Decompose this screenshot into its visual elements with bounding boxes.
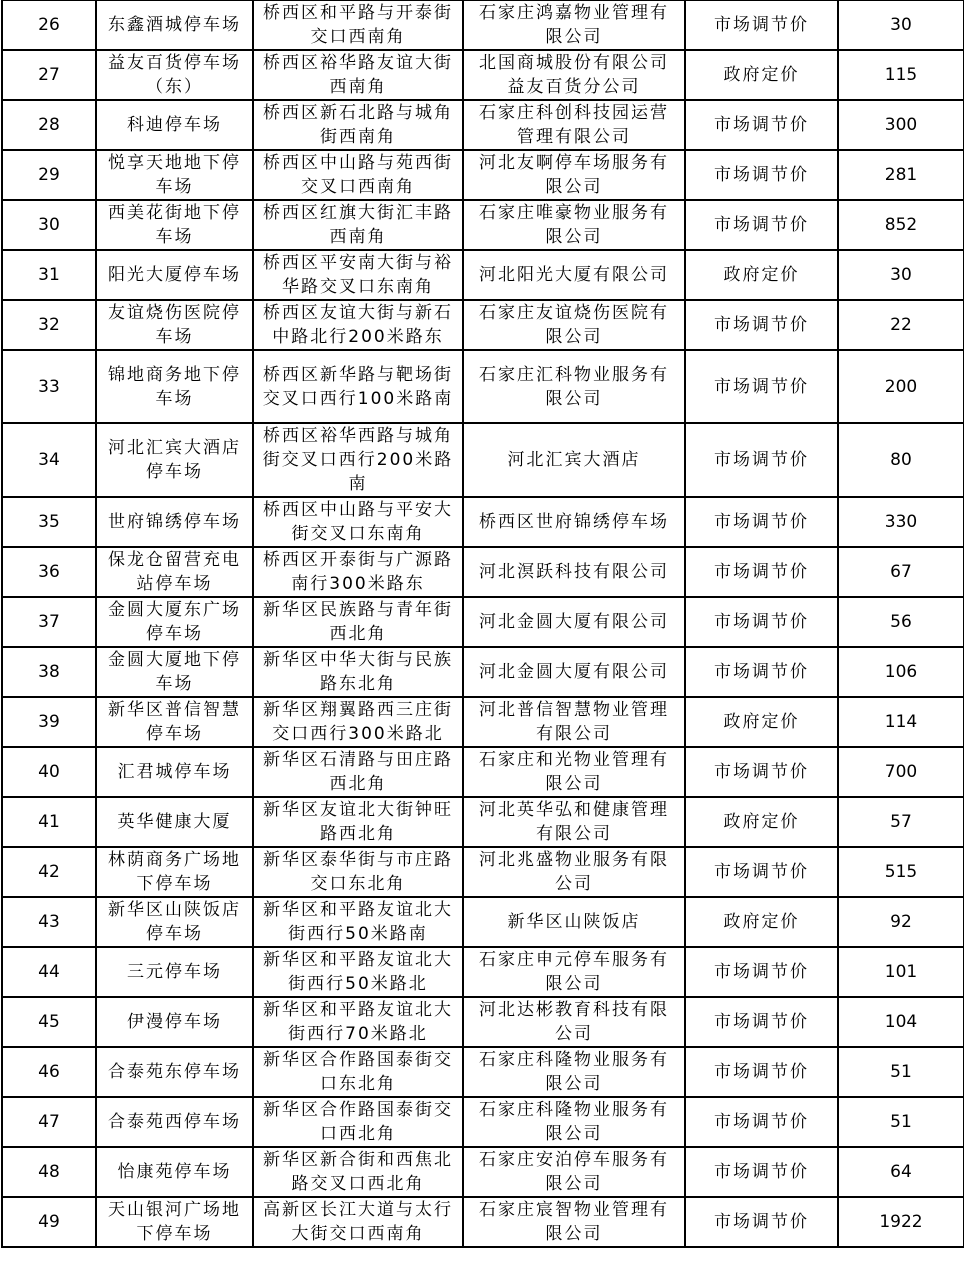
parking-spaces-cell: 300 xyxy=(838,100,964,150)
row-number-cell: 30 xyxy=(2,200,96,250)
location-cell: 桥西区开泰街与广源路南行300米路东 xyxy=(253,547,463,597)
location-cell: 新华区民族路与青年街西北角 xyxy=(253,597,463,647)
operator-cell: 石家庄鸿嘉物业管理有限公司 xyxy=(463,0,685,50)
operator-cell: 河北金圆大厦有限公司 xyxy=(463,597,685,647)
operator-cell: 河北阳光大厦有限公司 xyxy=(463,250,685,300)
location-cell: 桥西区友谊大街与新石中路北行200米路东 xyxy=(253,300,463,350)
table-row xyxy=(2,0,964,50)
location-cell: 桥西区裕华路友谊大街西南角 xyxy=(253,50,463,100)
parking-spaces-cell: 92 xyxy=(838,897,964,947)
row-number-cell: 38 xyxy=(2,647,96,697)
location-cell: 新华区翔翼路西三庄街交口西行300米路北 xyxy=(253,697,463,747)
parking-name-cell: 三元停车场 xyxy=(96,947,253,997)
operator-cell: 北国商城股份有限公司益友百货分公司 xyxy=(463,50,685,100)
pricing-type-cell: 政府定价 xyxy=(685,697,838,747)
table-row xyxy=(2,547,964,597)
location-cell: 新华区友谊北大街钟旺路西北角 xyxy=(253,797,463,847)
table-row xyxy=(2,350,964,423)
parking-name-cell: 金圆大厦地下停车场 xyxy=(96,647,253,697)
parking-spaces-cell: 22 xyxy=(838,300,964,350)
parking-name-cell: 新华区山陕饭店停车场 xyxy=(96,897,253,947)
row-number-cell: 35 xyxy=(2,497,96,547)
row-number-cell: 47 xyxy=(2,1097,96,1147)
location-cell: 新华区和平路友谊北大街西行50米路北 xyxy=(253,947,463,997)
row-number-cell: 49 xyxy=(2,1197,96,1247)
operator-cell: 河北金圆大厦有限公司 xyxy=(463,647,685,697)
operator-cell: 石家庄科隆物业服务有限公司 xyxy=(463,1097,685,1147)
pricing-type-cell: 市场调节价 xyxy=(685,300,838,350)
parking-spaces-cell: 80 xyxy=(838,423,964,497)
parking-name-cell: 怡康苑停车场 xyxy=(96,1147,253,1197)
parking-lot-table xyxy=(1,0,964,1248)
parking-spaces-cell: 106 xyxy=(838,647,964,697)
operator-cell: 河北汇宾大酒店 xyxy=(463,423,685,497)
pricing-type-cell: 市场调节价 xyxy=(685,1047,838,1097)
location-cell: 新华区中华大街与民族路东北角 xyxy=(253,647,463,697)
parking-name-cell: 西美花街地下停车场 xyxy=(96,200,253,250)
parking-spaces-cell: 330 xyxy=(838,497,964,547)
operator-cell: 河北友啊停车场服务有限公司 xyxy=(463,150,685,200)
row-number-cell: 43 xyxy=(2,897,96,947)
parking-name-cell: 悦享天地地下停车场 xyxy=(96,150,253,200)
row-number-cell: 40 xyxy=(2,747,96,797)
table-row xyxy=(2,1097,964,1147)
table-row xyxy=(2,300,964,350)
parking-spaces-cell: 1922 xyxy=(838,1197,964,1247)
row-number-cell: 42 xyxy=(2,847,96,897)
pricing-type-cell: 市场调节价 xyxy=(685,1147,838,1197)
table-row xyxy=(2,847,964,897)
parking-name-cell: 合泰苑西停车场 xyxy=(96,1097,253,1147)
parking-spaces-cell: 104 xyxy=(838,997,964,1047)
location-cell: 新华区泰华街与市庄路交口东北角 xyxy=(253,847,463,897)
location-cell: 新华区合作路国泰街交口东北角 xyxy=(253,1047,463,1097)
operator-cell: 石家庄汇科物业服务有限公司 xyxy=(463,350,685,423)
table-row xyxy=(2,100,964,150)
table-row xyxy=(2,597,964,647)
location-cell: 新华区和平路友谊北大街西行50米路南 xyxy=(253,897,463,947)
table-row xyxy=(2,997,964,1047)
row-number-cell: 32 xyxy=(2,300,96,350)
location-cell: 新华区和平路友谊北大街西行70米路北 xyxy=(253,997,463,1047)
row-number-cell: 29 xyxy=(2,150,96,200)
pricing-type-cell: 市场调节价 xyxy=(685,1197,838,1247)
operator-cell: 石家庄唯豪物业服务有限公司 xyxy=(463,200,685,250)
parking-spaces-cell: 281 xyxy=(838,150,964,200)
parking-spaces-cell: 51 xyxy=(838,1097,964,1147)
parking-name-cell: 伊漫停车场 xyxy=(96,997,253,1047)
pricing-type-cell: 市场调节价 xyxy=(685,100,838,150)
parking-name-cell: 英华健康大厦 xyxy=(96,797,253,847)
pricing-type-cell: 市场调节价 xyxy=(685,350,838,423)
parking-spaces-cell: 56 xyxy=(838,597,964,647)
location-cell: 桥西区新华路与靶场街交叉口西行100米路南 xyxy=(253,350,463,423)
pricing-type-cell: 市场调节价 xyxy=(685,423,838,497)
pricing-type-cell: 市场调节价 xyxy=(685,497,838,547)
parking-name-cell: 林荫商务广场地下停车场 xyxy=(96,847,253,897)
location-cell: 桥西区裕华西路与城角街交叉口西行200米路南 xyxy=(253,423,463,497)
location-cell: 桥西区中山路与平安大街交叉口东南角 xyxy=(253,497,463,547)
parking-spaces-cell: 57 xyxy=(838,797,964,847)
row-number-cell: 26 xyxy=(2,0,96,50)
parking-name-cell: 新华区普信智慧停车场 xyxy=(96,697,253,747)
parking-name-cell: 友谊烧伤医院停车场 xyxy=(96,300,253,350)
location-cell: 新华区新合街和西焦北路交叉口西北角 xyxy=(253,1147,463,1197)
table-row xyxy=(2,697,964,747)
table-body xyxy=(2,0,964,1247)
pricing-type-cell: 市场调节价 xyxy=(685,847,838,897)
pricing-type-cell: 政府定价 xyxy=(685,250,838,300)
location-cell: 桥西区新石北路与城角街西南角 xyxy=(253,100,463,150)
table-row xyxy=(2,200,964,250)
parking-spaces-cell: 114 xyxy=(838,697,964,747)
row-number-cell: 46 xyxy=(2,1047,96,1097)
operator-cell: 河北兆盛物业服务有限公司 xyxy=(463,847,685,897)
table-row xyxy=(2,250,964,300)
parking-name-cell: 世府锦绣停车场 xyxy=(96,497,253,547)
operator-cell: 河北英华弘和健康管理有限公司 xyxy=(463,797,685,847)
pricing-type-cell: 市场调节价 xyxy=(685,547,838,597)
parking-spaces-cell: 515 xyxy=(838,847,964,897)
pricing-type-cell: 市场调节价 xyxy=(685,150,838,200)
table-row xyxy=(2,1047,964,1097)
operator-cell: 石家庄科隆物业服务有限公司 xyxy=(463,1047,685,1097)
table-row xyxy=(2,1147,964,1197)
row-number-cell: 31 xyxy=(2,250,96,300)
pricing-type-cell: 政府定价 xyxy=(685,50,838,100)
table-row xyxy=(2,647,964,697)
table-row xyxy=(2,150,964,200)
location-cell: 高新区长江大道与太行大街交口西南角 xyxy=(253,1197,463,1247)
pricing-type-cell: 市场调节价 xyxy=(685,947,838,997)
parking-spaces-cell: 30 xyxy=(838,0,964,50)
table-row xyxy=(2,897,964,947)
operator-cell: 河北溟跃科技有限公司 xyxy=(463,547,685,597)
parking-name-cell: 锦地商务地下停车场 xyxy=(96,350,253,423)
location-cell: 桥西区红旗大街汇丰路西南角 xyxy=(253,200,463,250)
operator-cell: 河北普信智慧物业管理有限公司 xyxy=(463,697,685,747)
parking-name-cell: 金圆大厦东广场停车场 xyxy=(96,597,253,647)
table-row xyxy=(2,797,964,847)
pricing-type-cell: 政府定价 xyxy=(685,897,838,947)
pricing-type-cell: 市场调节价 xyxy=(685,647,838,697)
parking-spaces-cell: 115 xyxy=(838,50,964,100)
location-cell: 新华区石清路与田庄路西北角 xyxy=(253,747,463,797)
operator-cell: 桥西区世府锦绣停车场 xyxy=(463,497,685,547)
row-number-cell: 37 xyxy=(2,597,96,647)
row-number-cell: 36 xyxy=(2,547,96,597)
row-number-cell: 34 xyxy=(2,423,96,497)
row-number-cell: 44 xyxy=(2,947,96,997)
pricing-type-cell: 市场调节价 xyxy=(685,1097,838,1147)
parking-name-cell: 汇君城停车场 xyxy=(96,747,253,797)
parking-spaces-cell: 67 xyxy=(838,547,964,597)
row-number-cell: 41 xyxy=(2,797,96,847)
row-number-cell: 27 xyxy=(2,50,96,100)
parking-spaces-cell: 700 xyxy=(838,747,964,797)
parking-name-cell: 保龙仓留营充电站停车场 xyxy=(96,547,253,597)
pricing-type-cell: 市场调节价 xyxy=(685,997,838,1047)
parking-name-cell: 益友百货停车场（东） xyxy=(96,50,253,100)
table-row xyxy=(2,947,964,997)
location-cell: 桥西区平安南大街与裕华路交叉口东南角 xyxy=(253,250,463,300)
parking-name-cell: 东鑫酒城停车场 xyxy=(96,0,253,50)
pricing-type-cell: 市场调节价 xyxy=(685,747,838,797)
parking-spaces-cell: 852 xyxy=(838,200,964,250)
pricing-type-cell: 市场调节价 xyxy=(685,0,838,50)
parking-name-cell: 阳光大厦停车场 xyxy=(96,250,253,300)
table-row xyxy=(2,497,964,547)
operator-cell: 石家庄安泊停车服务有限公司 xyxy=(463,1147,685,1197)
location-cell: 桥西区中山路与苑西街交叉口西南角 xyxy=(253,150,463,200)
row-number-cell: 48 xyxy=(2,1147,96,1197)
pricing-type-cell: 市场调节价 xyxy=(685,597,838,647)
pricing-type-cell: 政府定价 xyxy=(685,797,838,847)
pricing-type-cell: 市场调节价 xyxy=(685,200,838,250)
location-cell: 新华区合作路国泰街交口西北角 xyxy=(253,1097,463,1147)
row-number-cell: 45 xyxy=(2,997,96,1047)
parking-spaces-cell: 64 xyxy=(838,1147,964,1197)
operator-cell: 石家庄科创科技园运营管理有限公司 xyxy=(463,100,685,150)
table-row xyxy=(2,747,964,797)
parking-name-cell: 科迪停车场 xyxy=(96,100,253,150)
row-number-cell: 28 xyxy=(2,100,96,150)
parking-spaces-cell: 51 xyxy=(838,1047,964,1097)
parking-spaces-cell: 30 xyxy=(838,250,964,300)
parking-spaces-cell: 101 xyxy=(838,947,964,997)
operator-cell: 石家庄申元停车服务有限公司 xyxy=(463,947,685,997)
parking-name-cell: 天山银河广场地下停车场 xyxy=(96,1197,253,1247)
parking-name-cell: 河北汇宾大酒店停车场 xyxy=(96,423,253,497)
location-cell: 桥西区和平路与开泰街交口西南角 xyxy=(253,0,463,50)
parking-name-cell: 合泰苑东停车场 xyxy=(96,1047,253,1097)
parking-spaces-cell: 200 xyxy=(838,350,964,423)
operator-cell: 河北达彬教育科技有限公司 xyxy=(463,997,685,1047)
operator-cell: 石家庄和光物业管理有限公司 xyxy=(463,747,685,797)
table-row xyxy=(2,1197,964,1247)
operator-cell: 新华区山陕饭店 xyxy=(463,897,685,947)
operator-cell: 石家庄宸智物业管理有限公司 xyxy=(463,1197,685,1247)
table-row xyxy=(2,423,964,497)
row-number-cell: 33 xyxy=(2,350,96,423)
table-row xyxy=(2,50,964,100)
row-number-cell: 39 xyxy=(2,697,96,747)
operator-cell: 石家庄友谊烧伤医院有限公司 xyxy=(463,300,685,350)
